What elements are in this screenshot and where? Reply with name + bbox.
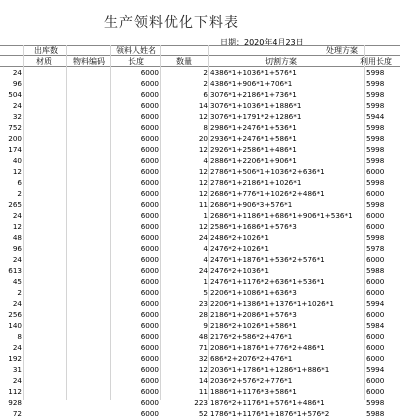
quantity-cell[interactable]: 12 (198, 145, 208, 154)
outbound-cell[interactable]: 31 (12, 365, 22, 374)
outbound-cell[interactable]: 24 (12, 68, 22, 77)
header-material: 材质 (36, 57, 52, 66)
table-row[interactable] (0, 331, 400, 342)
cut-plan-cell[interactable]: 2986*1+2476*1+536*1 (210, 123, 297, 132)
header-length: 长度 (128, 57, 144, 66)
quantity-cell[interactable]: 24 (198, 233, 208, 242)
outbound-cell[interactable]: 24 (12, 343, 22, 352)
quantity-cell[interactable]: 12 (198, 112, 208, 121)
outbound-cell[interactable]: 12 (12, 222, 22, 231)
table-row[interactable] (0, 67, 400, 78)
outbound-cell[interactable]: 45 (12, 277, 22, 286)
outbound-cell[interactable]: 48 (12, 233, 22, 242)
length-cell[interactable]: 6000 (140, 211, 159, 220)
outbound-cell[interactable]: 24 (12, 101, 22, 110)
length-cell[interactable]: 6000 (140, 354, 159, 363)
cut-plan-cell[interactable]: 1876*2+1176*1+576*1+486*1 (210, 398, 325, 407)
cut-plan-cell[interactable]: 2476*2+1026*1 (210, 244, 269, 253)
quantity-cell[interactable]: 14 (198, 376, 208, 385)
header-outbound-count: 出库数 (34, 46, 58, 55)
table-row[interactable] (0, 309, 400, 320)
outbound-cell[interactable]: 140 (8, 321, 22, 330)
cut-plan-cell[interactable]: 1786*1+1176*1+1876*1+576*2 (210, 409, 330, 418)
outbound-cell[interactable]: 96 (12, 244, 22, 253)
length-cell[interactable]: 6000 (140, 90, 159, 99)
quantity-cell[interactable]: 4 (203, 255, 208, 264)
table-row[interactable] (0, 254, 400, 265)
outbound-cell[interactable]: 32 (12, 112, 22, 121)
cut-plan-cell[interactable]: 1886*1+1176*3+586*1 (210, 387, 297, 396)
length-cell[interactable]: 6000 (140, 112, 159, 121)
length-cell[interactable]: 6000 (140, 200, 159, 209)
cut-plan-cell[interactable]: 2886*1+2206*1+906*1 (210, 156, 297, 165)
length-cell[interactable]: 6000 (140, 79, 159, 88)
used-length-cell[interactable]: 6000 (366, 211, 385, 220)
quantity-cell[interactable]: 4 (203, 244, 208, 253)
cut-plan-cell[interactable]: 2476*1+1176*2+636*1+536*1 (210, 277, 325, 286)
table-row[interactable] (0, 221, 400, 232)
length-cell[interactable]: 6000 (140, 409, 159, 418)
cut-plan-cell[interactable]: 2786*1+506*1+1036*2+636*1 (210, 167, 325, 176)
length-cell[interactable]: 6000 (140, 332, 159, 341)
table-row[interactable] (0, 177, 400, 188)
cut-plan-cell[interactable]: 2476*2+1036*1 (210, 266, 269, 275)
length-cell[interactable]: 6000 (140, 255, 159, 264)
table-row[interactable] (0, 298, 400, 309)
used-length-cell[interactable]: 5998 (366, 200, 385, 209)
cut-plan-cell[interactable]: 2476*1+1876*1+536*2+576*1 (210, 255, 325, 264)
cut-plan-cell[interactable]: 2686*1+906*3+576*1 (210, 200, 293, 209)
header-divider-mid (0, 55, 400, 56)
cut-plan-cell[interactable]: 2036*2+576*2+776*1 (210, 376, 293, 385)
used-length-cell[interactable]: 5998 (366, 134, 385, 143)
table-row[interactable] (0, 78, 400, 89)
cut-plan-cell[interactable]: 2586*1+1686*1+576*3 (210, 222, 297, 231)
quantity-cell[interactable]: 28 (198, 310, 208, 319)
cut-plan-cell[interactable]: 2186*2+1026*1+586*1 (210, 321, 297, 330)
quantity-cell[interactable]: 223 (194, 398, 208, 407)
quantity-cell[interactable]: 5 (203, 288, 208, 297)
table-row[interactable] (0, 188, 400, 199)
used-length-cell[interactable]: 5998 (366, 68, 385, 77)
outbound-cell[interactable]: 2 (17, 288, 22, 297)
used-length-cell[interactable]: 6000 (366, 277, 385, 286)
length-cell[interactable]: 6000 (140, 310, 159, 319)
table-row[interactable] (0, 210, 400, 221)
table-row[interactable] (0, 397, 400, 408)
quantity-cell[interactable]: 52 (198, 409, 208, 418)
cut-plan-cell[interactable]: 4386*1+1036*1+576*1 (210, 68, 297, 77)
quantity-cell[interactable]: 71 (198, 343, 208, 352)
used-length-cell[interactable]: 5998 (366, 178, 385, 187)
quantity-cell[interactable]: 4 (203, 156, 208, 165)
outbound-cell[interactable]: 72 (12, 409, 22, 418)
cut-plan-cell[interactable]: 2486*2+1026*1 (210, 233, 269, 242)
cut-plan-cell[interactable]: 2206*1+1386*1+1376*1+1026*1 (210, 299, 334, 308)
quantity-cell[interactable]: 11 (198, 387, 208, 396)
used-length-cell[interactable]: 5994 (366, 299, 385, 308)
table-row[interactable] (0, 353, 400, 364)
used-length-cell[interactable]: 6000 (366, 376, 385, 385)
length-cell[interactable]: 6000 (140, 222, 159, 231)
table-row[interactable] (0, 375, 400, 386)
table-row[interactable] (0, 232, 400, 243)
cut-plan-cell[interactable]: 2086*1+1876*1+776*2+486*1 (210, 343, 325, 352)
outbound-cell[interactable]: 96 (12, 79, 22, 88)
quantity-cell[interactable]: 12 (198, 189, 208, 198)
quantity-cell[interactable]: 2 (203, 79, 208, 88)
cut-plan-cell[interactable]: 686*2+2076*2+476*1 (210, 354, 293, 363)
outbound-cell[interactable]: 174 (8, 145, 22, 154)
outbound-cell[interactable]: 504 (8, 90, 22, 99)
used-length-cell[interactable]: 5984 (366, 321, 385, 330)
table-row[interactable] (0, 287, 400, 298)
cut-plan-cell[interactable]: 2686*1+776*1+1026*2+486*1 (210, 189, 325, 198)
used-length-cell[interactable]: 5994 (366, 365, 385, 374)
cut-plan-cell[interactable]: 2786*1+2186*1+1026*1 (210, 178, 302, 187)
length-cell[interactable]: 6000 (140, 376, 159, 385)
table-row[interactable] (0, 133, 400, 144)
quantity-cell[interactable]: 23 (198, 299, 208, 308)
table-row[interactable] (0, 100, 400, 111)
used-length-cell[interactable]: 5998 (366, 145, 385, 154)
outbound-cell[interactable]: 192 (8, 354, 22, 363)
cut-plan-cell[interactable]: 4386*1+906*1+706*1 (210, 79, 293, 88)
outbound-cell[interactable]: 40 (12, 156, 22, 165)
used-length-cell[interactable]: 5988 (366, 409, 385, 418)
table-row[interactable] (0, 364, 400, 375)
length-cell[interactable]: 6000 (140, 68, 159, 77)
cut-plan-cell[interactable]: 2926*1+2586*1+486*1 (210, 145, 297, 154)
quantity-cell[interactable]: 1 (203, 211, 208, 220)
quantity-cell[interactable]: 12 (198, 178, 208, 187)
cut-plan-cell[interactable]: 2176*2+586*2+476*1 (210, 332, 293, 341)
table-row[interactable] (0, 166, 400, 177)
cut-plan-cell[interactable]: 3076*1+1791*2+1286*1 (210, 112, 302, 121)
table-row[interactable] (0, 111, 400, 122)
used-length-cell[interactable]: 5998 (366, 79, 385, 88)
used-length-cell[interactable]: 6000 (366, 332, 385, 341)
header-used-length: 利用长度 (360, 57, 392, 66)
outbound-cell[interactable]: 24 (12, 211, 22, 220)
length-cell[interactable]: 6000 (140, 145, 159, 154)
length-cell[interactable]: 6000 (140, 277, 159, 286)
quantity-cell[interactable]: 6 (203, 90, 208, 99)
used-length-cell[interactable]: 6000 (366, 310, 385, 319)
outbound-cell[interactable]: 265 (8, 200, 22, 209)
table-row[interactable] (0, 276, 400, 287)
quantity-cell[interactable]: 12 (198, 167, 208, 176)
quantity-cell[interactable]: 12 (198, 365, 208, 374)
used-length-cell[interactable]: 6000 (366, 255, 385, 264)
length-cell[interactable]: 6000 (140, 343, 159, 352)
quantity-cell[interactable]: 1 (203, 277, 208, 286)
header-quantity: 数量 (176, 57, 192, 66)
outbound-cell[interactable]: 8 (17, 332, 22, 341)
used-length-cell[interactable]: 5988 (366, 266, 385, 275)
length-cell[interactable]: 6000 (140, 101, 159, 110)
cut-plan-cell[interactable]: 2206*1+1086*1+636*3 (210, 288, 297, 297)
length-cell[interactable]: 6000 (140, 387, 159, 396)
used-length-cell[interactable]: 5998 (366, 398, 385, 407)
outbound-cell[interactable]: 12 (12, 167, 22, 176)
length-cell[interactable]: 6000 (140, 178, 159, 187)
outbound-cell[interactable]: 256 (8, 310, 22, 319)
length-cell[interactable]: 6000 (140, 167, 159, 176)
length-cell[interactable]: 6000 (140, 398, 159, 407)
cut-plan-cell[interactable]: 2186*1+2086*1+576*3 (210, 310, 297, 319)
length-cell[interactable]: 6000 (140, 134, 159, 143)
table-row[interactable] (0, 199, 400, 210)
length-cell[interactable]: 6000 (140, 233, 159, 242)
quantity-cell[interactable]: 20 (198, 134, 208, 143)
used-length-cell[interactable]: 6000 (366, 167, 385, 176)
table-row[interactable] (0, 89, 400, 100)
header-material-code: 物料编码 (73, 57, 105, 66)
sheet-title-row (0, 0, 400, 34)
length-cell[interactable]: 6000 (140, 244, 159, 253)
header-cut-plan: 切割方案 (265, 57, 297, 66)
outbound-cell[interactable]: 200 (8, 134, 22, 143)
cut-plan-cell[interactable]: 2686*1+1186*1+686*1+906*1+536*1 (210, 211, 353, 220)
cut-plan-cell[interactable]: 2936*1+2476*1+586*1 (210, 134, 297, 143)
used-length-cell[interactable]: 6000 (366, 222, 385, 231)
outbound-cell[interactable]: 2 (17, 189, 22, 198)
header-plan-group: 处理方案 (326, 46, 358, 55)
quantity-cell[interactable]: 48 (198, 332, 208, 341)
quantity-cell[interactable]: 32 (198, 354, 208, 363)
used-length-cell[interactable]: 6000 (366, 354, 385, 363)
used-length-cell[interactable]: 6000 (366, 288, 385, 297)
length-cell[interactable]: 6000 (140, 123, 159, 132)
table-row[interactable] (0, 265, 400, 276)
length-cell[interactable]: 6000 (140, 299, 159, 308)
table-row[interactable] (0, 342, 400, 353)
outbound-cell[interactable]: 752 (8, 123, 22, 132)
header-requester: 领料人姓名 (116, 46, 156, 55)
quantity-cell[interactable]: 14 (198, 101, 208, 110)
table-row[interactable] (0, 386, 400, 397)
cut-plan-cell[interactable]: 2036*1+1786*1+1286*1+886*1 (210, 365, 330, 374)
used-length-cell[interactable]: 6000 (366, 343, 385, 352)
length-cell[interactable]: 6000 (140, 266, 159, 275)
used-length-cell[interactable]: 5978 (366, 244, 385, 253)
used-length-cell[interactable]: 6000 (366, 387, 385, 396)
date-label: 日期：2020年4月23日 (220, 38, 304, 47)
quantity-cell[interactable]: 12 (198, 222, 208, 231)
length-cell[interactable]: 6000 (140, 156, 159, 165)
used-length-cell[interactable]: 5998 (366, 233, 385, 242)
length-cell[interactable]: 6000 (140, 288, 159, 297)
cut-plan-cell[interactable]: 3076*1+2186*1+736*1 (210, 90, 297, 99)
outbound-cell[interactable]: 928 (8, 398, 22, 407)
quantity-cell[interactable]: 9 (203, 321, 208, 330)
table-row[interactable] (0, 155, 400, 166)
quantity-cell[interactable]: 24 (198, 266, 208, 275)
table-row[interactable] (0, 122, 400, 133)
table-row[interactable] (0, 243, 400, 254)
sheet-title: 生产领料优化下料表 (104, 15, 239, 31)
outbound-cell[interactable]: 112 (8, 387, 22, 396)
used-length-cell[interactable]: 5998 (366, 101, 385, 110)
used-length-cell[interactable]: 5998 (366, 123, 385, 132)
quantity-cell[interactable]: 2 (203, 68, 208, 77)
used-length-cell[interactable]: 6000 (366, 189, 385, 198)
quantity-cell[interactable]: 11 (198, 200, 208, 209)
outbound-cell[interactable]: 24 (12, 376, 22, 385)
cut-plan-cell[interactable]: 3076*1+1036*1+1886*1 (210, 101, 302, 110)
outbound-cell[interactable]: 613 (8, 266, 22, 275)
table-row[interactable] (0, 320, 400, 331)
used-length-cell[interactable]: 5998 (366, 156, 385, 165)
length-cell[interactable]: 6000 (140, 365, 159, 374)
length-cell[interactable]: 6000 (140, 189, 159, 198)
used-length-cell[interactable]: 5998 (366, 90, 385, 99)
table-row[interactable] (0, 408, 400, 419)
outbound-cell[interactable]: 24 (12, 299, 22, 308)
length-cell[interactable]: 6000 (140, 321, 159, 330)
outbound-cell[interactable]: 24 (12, 255, 22, 264)
quantity-cell[interactable]: 8 (203, 123, 208, 132)
outbound-cell[interactable]: 6 (17, 178, 22, 187)
table-row[interactable] (0, 144, 400, 155)
used-length-cell[interactable]: 5944 (366, 112, 385, 121)
